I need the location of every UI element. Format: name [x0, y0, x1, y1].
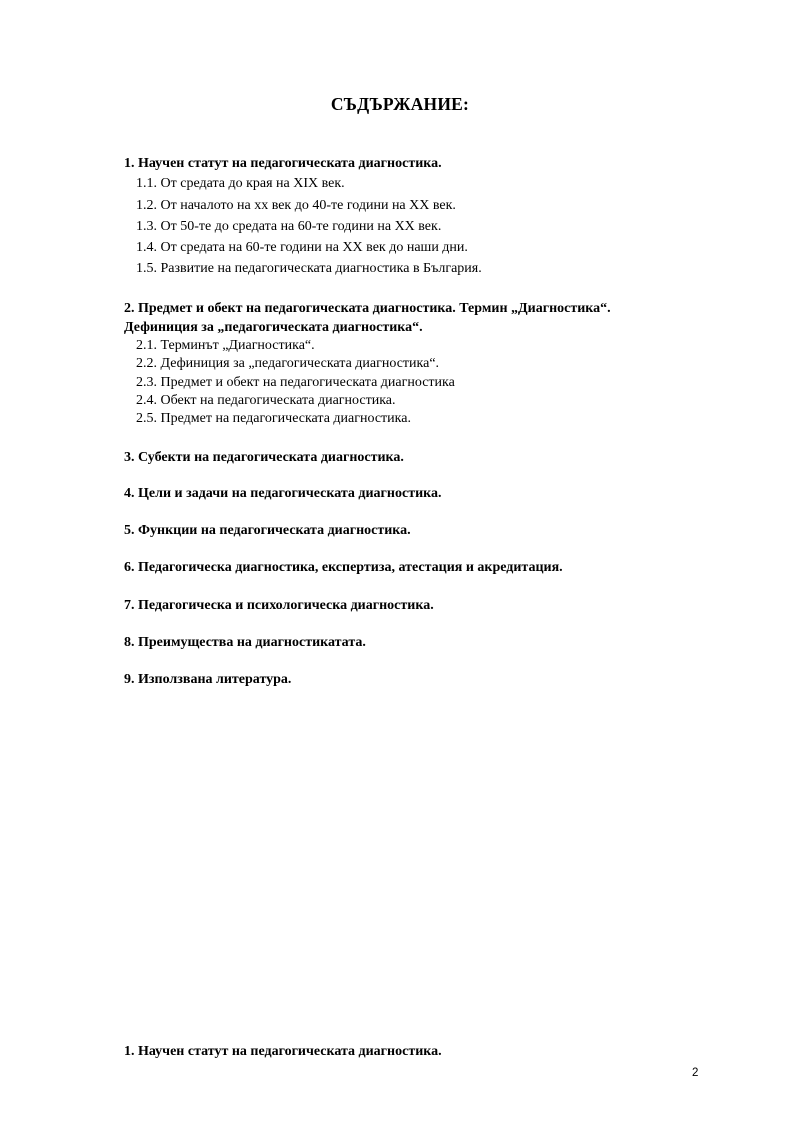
toc-subsection-2-5: 2.5. Предмет на педагогическата диагностика. — [136, 411, 411, 426]
toc-subsection-2-3: 2.3. Предмет и обект на педагогическата диагностика — [136, 375, 455, 390]
toc-section-3: 3. Субекти на педагогическата диагностика. — [124, 450, 404, 465]
toc-section-8: 8. Преимущества на диагностикатата. — [124, 635, 366, 650]
toc-subsection-1-4: 1.4. От средата на 60-те години на XX век до наши дни. — [136, 240, 468, 255]
toc-subsection-1-1: 1.1. От средата до края на XIX век. — [136, 176, 345, 191]
toc-subsection-2-4: 2.4. Обект на педагогическата диагностика. — [136, 393, 396, 408]
toc-subsection-1-3: 1.3. От 50-те до средата на 60-те години на XX век. — [136, 219, 442, 234]
toc-section-4: 4. Цели и задачи на педагогическата диагностика. — [124, 486, 442, 501]
toc-section-2: 2. Предмет и обект на педагогическата диагностика. Термин „Диагностика“. — [124, 301, 611, 316]
section-1-heading: 1. Научен статут на педагогическата диагностика. — [124, 1044, 442, 1059]
toc-section-1: 1. Научен статут на педагогическата диагностика. — [124, 156, 442, 171]
toc-section-2-continued: Дефиниция за „педагогическата диагностика“. — [124, 320, 423, 335]
toc-subsection-1-5: 1.5. Развитие на педагогическата диагностика в България. — [136, 261, 482, 276]
page-number: 2 — [692, 1067, 699, 1079]
toc-section-6: 6. Педагогическа диагностика, експертиза, атестация и акредитация. — [124, 560, 563, 575]
toc-subsection-1-2: 1.2. От началото на хх век до 40-те години на XX век. — [136, 198, 456, 213]
toc-title: СЪДЪРЖАНИЕ: — [330, 94, 470, 114]
toc-section-5: 5. Функции на педагогическата диагностика. — [124, 523, 411, 538]
toc-section-9: 9. Използвана литература. — [124, 672, 292, 687]
toc-subsection-2-1: 2.1. Терминът „Диагностика“. — [136, 338, 315, 353]
toc-section-7: 7. Педагогическа и психологическа диагностика. — [124, 598, 434, 613]
toc-subsection-2-2: 2.2. Дефиниция за „педагогическата диагностика“. — [136, 356, 440, 371]
